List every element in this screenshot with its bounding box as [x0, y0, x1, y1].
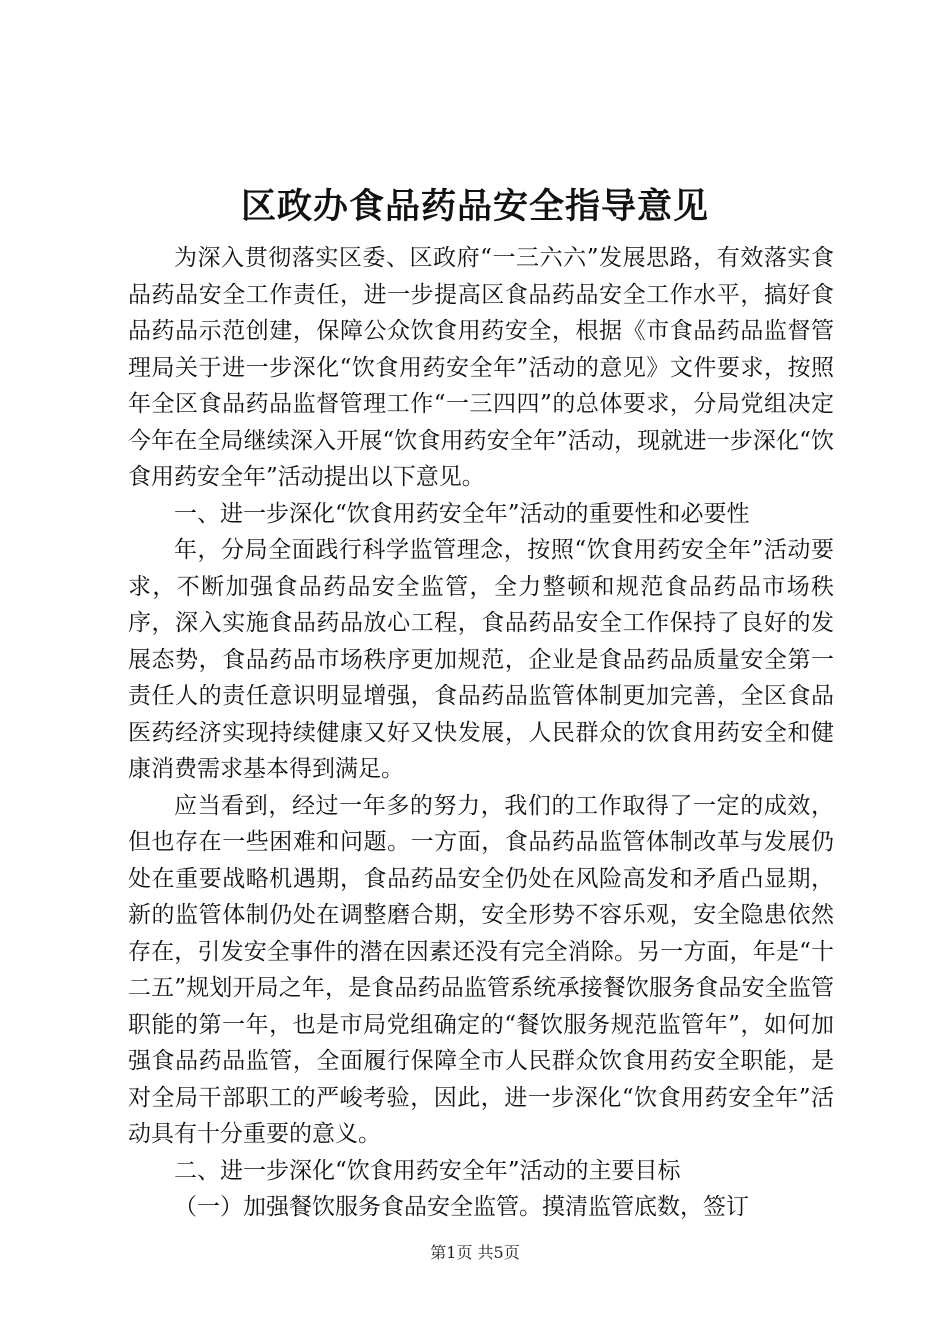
document-title: 区政办食品药品安全指导意见	[240, 186, 709, 227]
section-heading-1: 一、进一步深化“饮食用药安全年”活动的重要性和必要性	[174, 500, 750, 527]
subsection-1-paragraph: （一）加强餐饮服务食品安全监管。摸清监管底数，签订	[174, 1194, 749, 1220]
page-footer: 第1页 共5页	[430, 1243, 520, 1262]
section-heading-2: 二、进一步深化“饮食用药安全年”活动的主要目标	[174, 1157, 681, 1184]
document-body	[128, 240, 834, 1226]
intro-paragraph: 为深入贯彻落实区委、区政府“一三六六”发展思路，有效落实食品药品安全工作责任，进一步提高区食品药品安全工作水平，搞好食品药品示范创建，保障公众饮食用药安全，根据《市食品药品监督管理局关于进一步深化“饮食用药安全年”活动的意见》文件要求，按照年全区食品药品监督管理工作“一三四四”的总体要求，分局党组决定今年在全局继续深入开展“饮食用药安全年”活动，现就进一步深化“饮食用药安全年”活动提出以下意见。	[128, 245, 834, 490]
section-1-paragraph-1: 年，分局全面践行科学监管理念，按照“饮食用药安全年”活动要求，不断加强食品药品安全监管，全力整顿和规范食品药品市场秩序，深入实施食品药品放心工程，食品药品安全工作保持了良好的发展态势，食品药品市场秩序更加规范，企业是食品药品质量安全第一责任人的责任意识明显增强，食品药品监管体制更加完善，全区食品医药经济实现持续健康又好又快发展，人民群众的饮食用药安全和健康消费需求基本得到满足。	[128, 537, 834, 782]
section-1-paragraph-2: 应当看到，经过一年多的努力，我们的工作取得了一定的成效，但也存在一些困难和问题。一方面，食品药品监管体制改革与发展仍处在重要战略机遇期，食品药品安全仍处在风险高发和矛盾凸显期，新的监管体制仍处在调整磨合期，安全形势不容乐观，安全隐患依然存在，引发安全事件的潜在因素还没有完全消除。另一方面，年是“十二五”规划开局之年，是食品药品监管系统承接餐饮服务食品安全监管职能的第一年，也是市局党组确定的“餐饮服务规范监管年”，如何加强食品药品监管，全面履行保障全市人民群众饮食用药安全职能，是对全局干部职工的严峻考验，因此，进一步深化“饮食用药安全年”活动具有十分重要的意义。	[128, 792, 834, 1147]
